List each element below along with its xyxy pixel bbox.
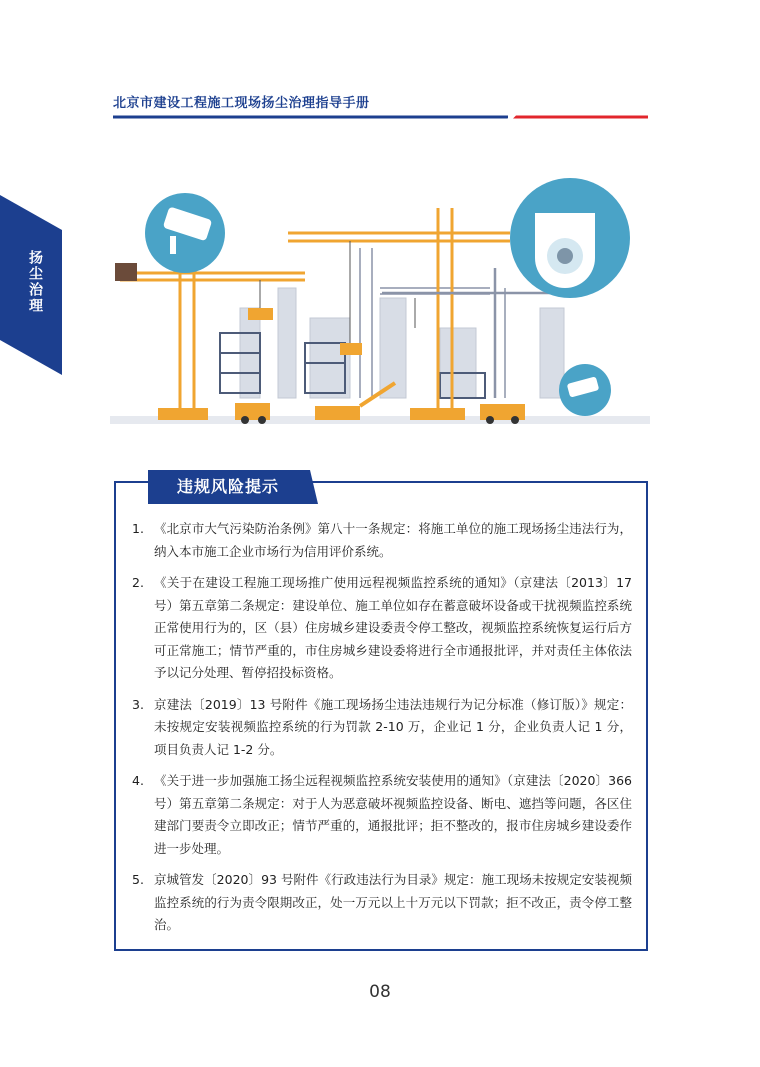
rules-list	[132, 518, 632, 946]
rule-number: 4.	[132, 773, 144, 788]
rule-text: 京建法〔2019〕13 号附件《施工现场扬尘违法违规行为记分标准（修订版）》规定：未按规定安装视频监控系统的行为罚款 2-10 万，企业记 1 分，企业负责人记 1 分，项目负责人记 1-2 分。	[154, 696, 632, 757]
header-title: 北京市建设工程施工现场扬尘治理指导手册	[113, 96, 370, 111]
rule-text: 《关于在建设工程施工现场推广使用远程视频监控系统的通知》（京建法〔2013〕17 号）第五章第二条规定：建设单位、施工单位如存在蓄意破坏设备或干扰视频监控系统正常使用行为的，区（县）住房城乡建设委责令停工整改，视频监控系统恢复运行后方可正常施工；情节严重的，市住房城乡建设委将进行全市通报批评，并对责任主体依法予以记分处理、暂停招投标资格。	[154, 575, 632, 680]
rule-text: 京城管发〔2020〕93 号附件《行政违法行为目录》规定：施工现场未按规定安装视频监控系统的行为责令限期改正，处一万元以上十万元以下罚款；拒不改正，责令停工整治。	[154, 872, 632, 932]
rule-item	[132, 770, 632, 860]
rule-text: 《关于进一步加强施工扬尘远程视频监控系统安装使用的通知》（京建法〔2020〕366 号）第五章第二条规定：对于人为恶意破坏视频监控设备、断电、遮挡等问题，各区住建部门要责令立即改正；情节严重的，通报批评；拒不整改的，报市住房城乡建设委作进一步处理。	[154, 773, 632, 856]
rule-item	[132, 518, 632, 563]
rule-item	[132, 869, 632, 937]
side-tab-label: 扬尘治理	[27, 250, 43, 314]
rule-number: 5.	[132, 872, 144, 887]
rule-text: 《北京市大气污染防治条例》第八十一条规定：将施工单位的施工现场扬尘违法行为，纳入本市施工企业市场行为信用评价系统。	[154, 521, 632, 559]
notice-heading: 违规风险提示	[176, 477, 279, 496]
construction-illustration	[110, 168, 650, 433]
rule-number: 2.	[132, 575, 144, 590]
page-number: 08	[369, 982, 391, 1002]
header-rule	[113, 115, 648, 119]
rule-number: 3.	[132, 696, 144, 712]
rule-number: 1.	[132, 521, 144, 536]
rule-item	[132, 572, 632, 685]
rule-item	[132, 694, 632, 762]
